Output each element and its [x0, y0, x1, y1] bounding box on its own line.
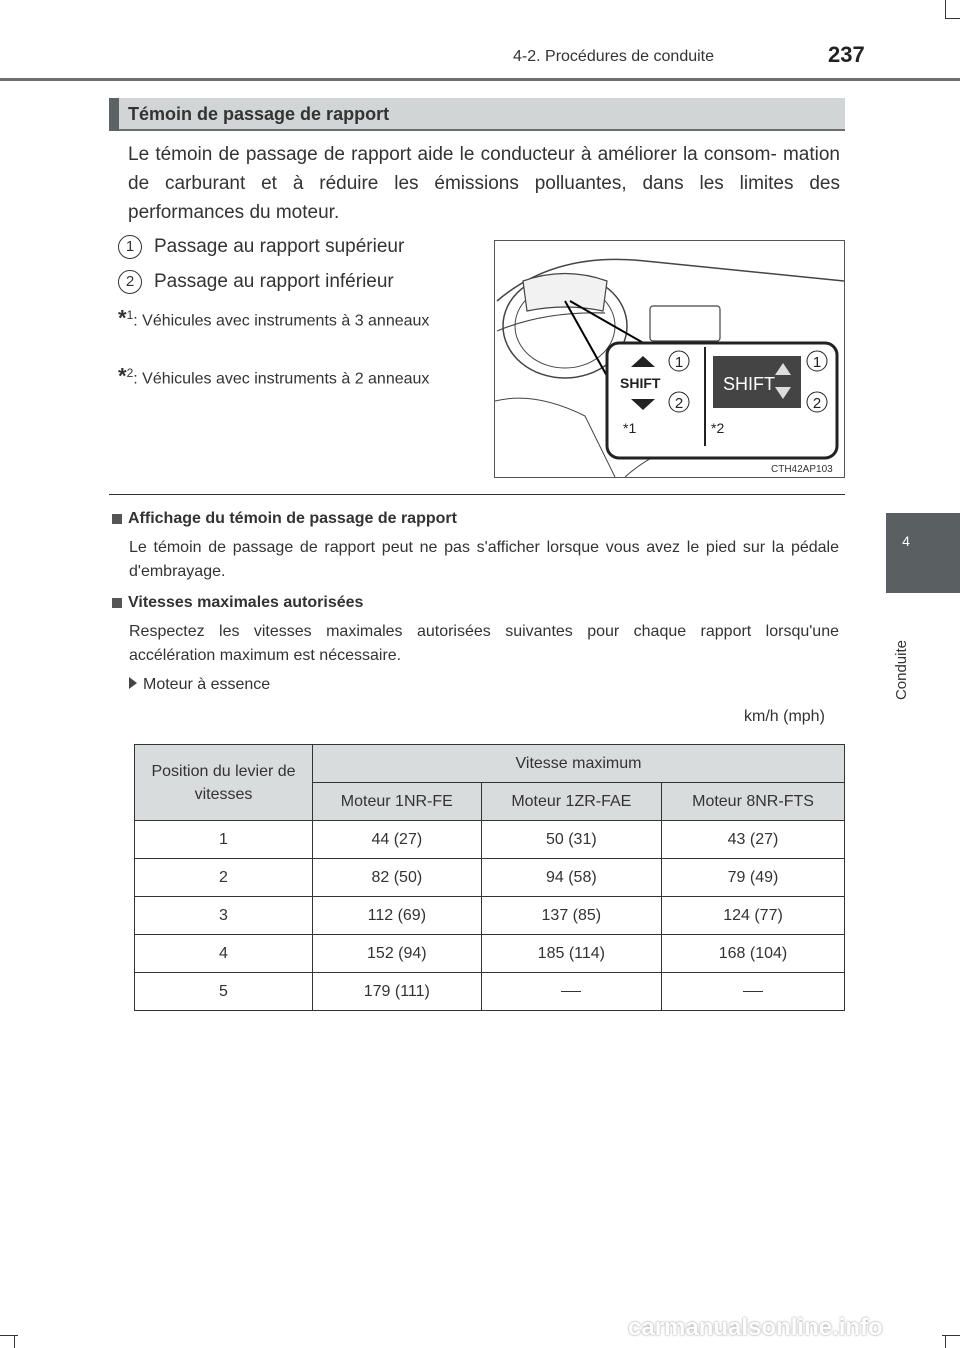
page-number: 237 — [828, 42, 865, 67]
callout-number: 2 — [118, 270, 142, 294]
callout-1-right: 1 — [812, 354, 822, 371]
crop-mark — [945, 18, 960, 19]
speed-body: Respectez les vitesses maximales autorisées suivantes pour chaque rapport lorsqu'une accélération maximum est nécessaire. — [129, 623, 839, 664]
dashboard-illustration — [494, 240, 845, 478]
legend-item-downshift — [118, 270, 394, 294]
shift-label-2ring: SHIFT — [723, 374, 775, 394]
crop-mark — [14, 1335, 15, 1348]
running-header-section: 4-2. Procédures de conduite — [513, 48, 715, 65]
crop-mark — [0, 1335, 18, 1336]
square-bullet-icon — [112, 514, 122, 524]
section-intro: Le témoin de passage de rapport aide le conducteur à améliorer la consom- mation de carburant et à réduire les émissions polluantes, dans les limites des performances du moteur. — [128, 144, 840, 223]
callout-2-left: 2 — [674, 395, 684, 412]
empty-cell-dash — [662, 973, 845, 1011]
legend-item-upshift — [118, 235, 404, 259]
separator — [109, 494, 845, 495]
col-header-group: Vitesse maximum — [313, 745, 845, 783]
star-2-label: *2 — [711, 420, 725, 436]
engine-type-item: Moteur à essence — [129, 676, 270, 694]
instrument-cluster — [523, 274, 607, 312]
col-header-engine: Moteur 8NR-FTS — [662, 783, 845, 821]
empty-cell-dash — [481, 973, 661, 1011]
table-row: 3 112 (69) 137 (85) 124 (77) — [135, 897, 845, 935]
arrow-bullet-icon — [129, 677, 137, 689]
callout-number: 1 — [118, 235, 142, 259]
table-row: 5 179 (111) — [135, 973, 845, 1011]
watermark: carmanualsonline.info — [628, 1314, 883, 1341]
section-title: Témoin de passage de rapport — [128, 104, 390, 124]
chapter-tab — [886, 513, 960, 593]
table-row: 1 44 (27) 50 (31) 43 (27) — [135, 821, 845, 859]
footnote-1: *$^1$: Véhicules avec instruments à 3 anneaux — [118, 305, 430, 331]
speed-heading: Vitesses maximales autorisées — [112, 594, 363, 612]
crop-mark — [945, 0, 946, 18]
square-bullet-icon — [112, 598, 122, 608]
table-row: 2 82 (50) 94 (58) 79 (49) — [135, 859, 845, 897]
callout-1-left: 1 — [674, 354, 684, 371]
crop-mark — [945, 1335, 946, 1348]
section-title-marker — [109, 98, 119, 131]
shift-label-3ring: SHIFT — [620, 375, 661, 391]
units-label: km/h (mph) — [744, 708, 825, 725]
chapter-number: 4 — [902, 533, 910, 549]
legend-text: Passage au rapport inférieur — [154, 271, 394, 292]
display-body: Le témoin de passage de rapport peut ne pas s'afficher lorsque vous avez le pied sur la pédale d'embrayage. — [129, 539, 839, 580]
display-heading: Affichage du témoin de passage de rapport — [112, 510, 457, 528]
chapter-label: Conduite — [893, 640, 910, 701]
col-header-gear: Position du levier de vitesses — [135, 745, 313, 821]
callout-2-right: 2 — [812, 395, 822, 412]
center-screen — [650, 306, 720, 341]
header-rule — [0, 78, 960, 81]
legend-text: Passage au rapport supérieur — [154, 236, 405, 257]
col-header-engine: Moteur 1NR-FE — [313, 783, 482, 821]
dashboard-drawing — [495, 241, 844, 477]
star-1-label: *1 — [623, 420, 637, 436]
illustration-code: CTH42AP103 — [771, 464, 833, 475]
col-header-engine: Moteur 1ZR-FAE — [481, 783, 661, 821]
max-speed-table — [134, 744, 845, 1011]
footnote-2: *$^2$: Véhicules avec instruments à 2 anneaux — [118, 363, 430, 389]
table-row: 4 152 (94) 185 (114) 168 (104) — [135, 935, 845, 973]
